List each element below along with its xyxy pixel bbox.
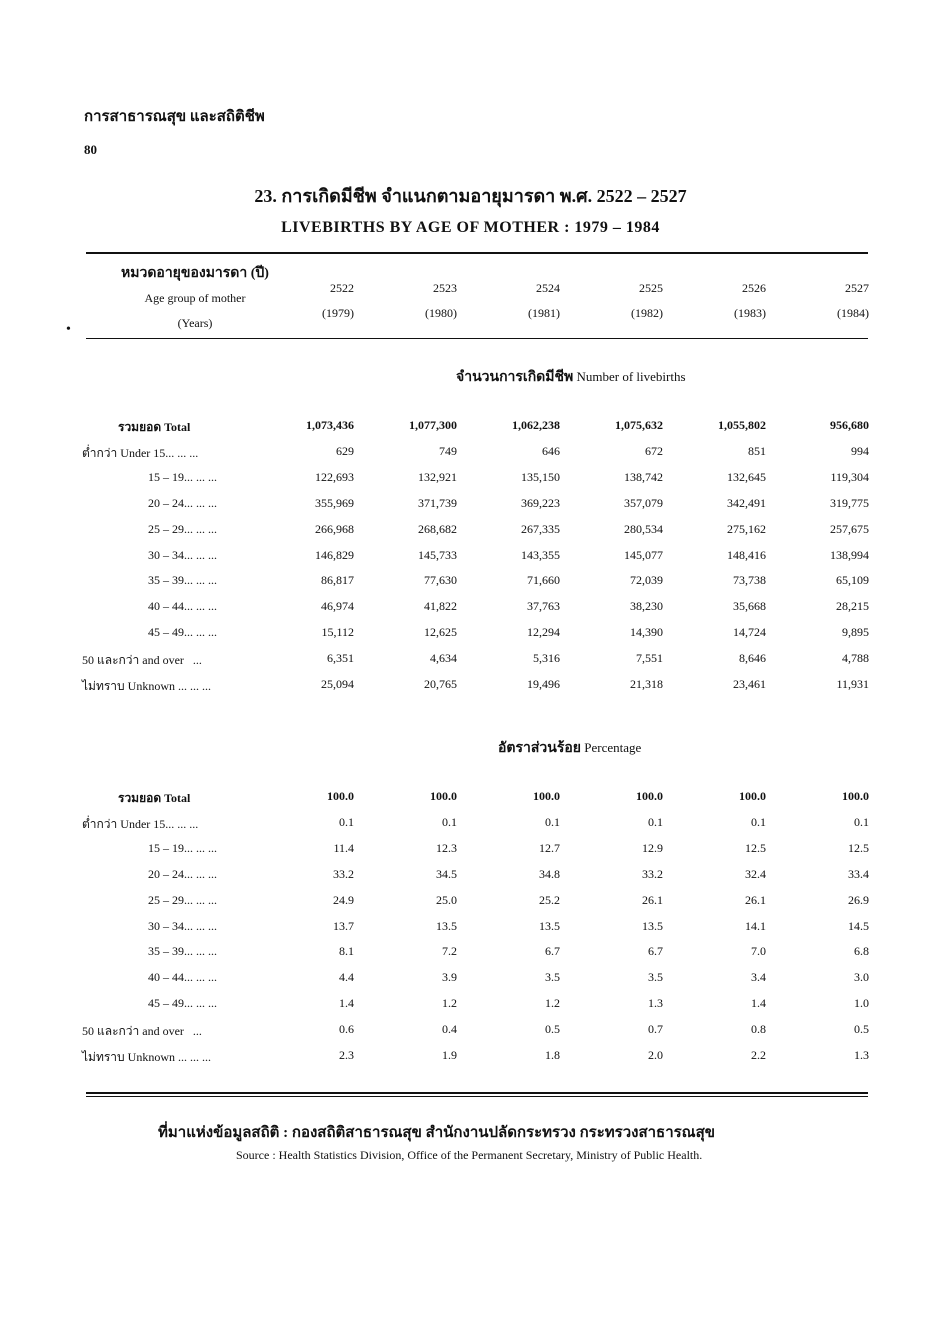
table-cell: 3.5 [545,970,560,985]
table-cell: 145,077 [624,547,663,562]
table-bottom-rule-thin [86,1096,868,1097]
table-cell: 2.2 [751,1048,766,1062]
row-label: 50 และกว่า and over ... [82,653,202,668]
row-label: 20 – 24... ... ... [148,866,217,881]
year-be: 2524 [536,281,560,295]
table-cell: 3.9 [442,970,457,985]
table-cell: 143,355 [521,547,560,562]
table-cell: 132,921 [418,469,457,484]
year-be: 2522 [330,281,354,295]
row-label: 30 – 34... ... ... [148,547,217,562]
table-cell: 12.3 [436,840,457,855]
table-cell: 100.0 [533,789,560,803]
table-cell: 994 [851,443,869,458]
year-be: 2527 [845,281,869,295]
row-label: ไม่ทราบ Unknown ... ... ... [82,1050,211,1064]
row-label: 50 และกว่า and over ... [82,1024,202,1039]
table-cell: 132,645 [727,469,766,484]
row-label: 40 – 44... ... ... [148,970,217,985]
row-label: 30 – 34... ... ... [148,918,217,933]
table-cell: 145,733 [418,547,457,562]
table-cell: 0.1 [442,814,457,829]
table-cell: 1.2 [442,996,457,1011]
table-cell: 12,294 [527,625,560,640]
table-cell: 138,742 [624,469,663,484]
table-cell: 34.5 [436,866,457,881]
row-label: 35 – 39... ... ... [148,573,217,588]
year-ce: (1984) [837,306,869,320]
table-cell: 1,055,802 [718,418,766,432]
table-cell: 1.3 [648,996,663,1011]
table-cell: 73,738 [733,573,766,588]
table-title-english: LIVEBIRTHS BY AGE OF MOTHER : 1979 – 1984 [281,219,660,236]
table-cell: 2.3 [339,1048,354,1062]
table-cell: 86,817 [321,573,354,588]
table-cell: 25.2 [539,892,560,907]
table-cell: 41,822 [424,599,457,614]
table-cell: 26.1 [745,892,766,907]
source-note-thai: ที่มาแห่งข้อมูลสถิติ : กองสถิติสาธารณสุข สำนักงานปลัดกระทรวง กระทรวงสาธารณสุข [158,1125,716,1141]
table-cell: 33.2 [333,866,354,881]
table-cell: 13.7 [333,918,354,933]
table-cell: 13.5 [436,918,457,933]
table-cell: 342,491 [727,495,766,510]
table-cell: 100.0 [327,789,354,803]
year-header-0 [244,276,354,326]
year-header-5 [759,276,869,326]
year-header-4 [656,276,766,326]
table-cell: 1.4 [751,996,766,1011]
table-cell: 3.4 [751,970,766,985]
table-cell: 4,788 [842,651,869,666]
table-cell: 14.5 [848,918,869,933]
table-cell: 12.5 [848,840,869,855]
table-cell: 12.9 [642,840,663,855]
table-cell: 629 [336,443,354,458]
table-cell: 122,693 [315,469,354,484]
row-label: รวมยอด Total [118,791,191,805]
table-cell: 26.9 [848,892,869,907]
table-cell: 6.7 [648,944,663,959]
table-cell: 14,724 [733,625,766,640]
table-cell: 672 [645,443,663,458]
table-cell: 32.4 [745,866,766,881]
table-cell: 1.3 [854,1048,869,1062]
table-cell: 71,660 [527,573,560,588]
table-cell: 12.7 [539,840,560,855]
table-cell: 7.0 [751,944,766,959]
table-cell: 138,994 [830,547,869,562]
table-cell: 1.9 [442,1048,457,1062]
table-cell: 35,668 [733,599,766,614]
table-cell: 0.8 [751,1022,766,1037]
table-cell: 1.4 [339,996,354,1011]
year-ce: (1979) [322,306,354,320]
table-cell: 1.8 [545,1048,560,1062]
table-cell: 100.0 [430,789,457,803]
table-cell: 369,223 [521,495,560,510]
table-cell: 6.7 [545,944,560,959]
table-cell: 0.1 [751,814,766,829]
table-cell: 23,461 [733,677,766,691]
year-ce: (1981) [528,306,560,320]
row-label: 25 – 29... ... ... [148,892,217,907]
table-cell: 12,625 [424,625,457,640]
row-label: 15 – 19... ... ... [148,840,217,855]
section-heading-0 [456,366,686,388]
table-cell: 15,112 [321,625,354,640]
table-cell: 11,931 [836,677,869,691]
table-cell: 33.4 [848,866,869,881]
table-cell: 148,416 [727,547,766,562]
row-label: 45 – 49... ... ... [148,996,217,1011]
row-label: รวมยอด Total [118,420,191,434]
table-cell: 13.5 [642,918,663,933]
table-cell: 1,077,300 [409,418,457,432]
table-cell: 33.2 [642,866,663,881]
table-cell: 25.0 [436,892,457,907]
row-label: 20 – 24... ... ... [148,495,217,510]
table-cell: 0.1 [854,814,869,829]
table-cell: 0.7 [648,1022,663,1037]
table-cell: 0.6 [339,1022,354,1037]
table-cell: 9,895 [842,625,869,640]
table-cell: 28,215 [836,599,869,614]
table-cell: 14.1 [745,918,766,933]
section-heading-english: Percentage [584,740,642,755]
table-cell: 275,162 [727,521,766,536]
table-cell: 7.2 [442,944,457,959]
header-bottom-rule [86,338,868,339]
table-cell: 100.0 [636,789,663,803]
table-cell: 34.8 [539,866,560,881]
section-heading-1 [498,737,641,759]
section-heading-english: Number of livebirths [576,369,686,384]
year-ce: (1982) [631,306,663,320]
table-cell: 646 [542,443,560,458]
table-cell: 65,109 [836,573,869,588]
table-cell: 266,968 [315,521,354,536]
year-ce: (1980) [425,306,457,320]
year-be: 2523 [433,281,457,295]
table-cell: 19,496 [527,677,560,691]
stub-header-english: Age group of mother [144,291,246,305]
row-label: ต่ำกว่า Under 15... ... ... [82,445,199,460]
table-cell: 119,304 [830,469,869,484]
table-cell: 0.4 [442,1022,457,1037]
table-cell: 72,039 [630,573,663,588]
year-header-2 [450,276,560,326]
row-label: 40 – 44... ... ... [148,599,217,614]
table-cell: 11.4 [333,840,354,855]
row-label: ไม่ทราบ Unknown ... ... ... [82,679,211,693]
table-cell: 5,316 [533,651,560,666]
table-cell: 38,230 [630,599,663,614]
table-cell: 7,551 [636,651,663,666]
row-label: 25 – 29... ... ... [148,521,217,536]
table-cell: 0.5 [545,1022,560,1037]
table-cell: 77,630 [424,573,457,588]
table-cell: 0.1 [648,814,663,829]
table-cell: 267,335 [521,521,560,536]
table-top-rule [86,252,868,254]
section-heading-thai: จำนวนการเกิดมีชีพ [456,370,574,385]
table-cell: 1,062,238 [512,418,560,432]
table-cell: 146,829 [315,547,354,562]
row-label: 35 – 39... ... ... [148,944,217,959]
table-cell: 3.5 [648,970,663,985]
table-cell: 357,079 [624,495,663,510]
table-cell: 135,150 [521,469,560,484]
table-cell: 26.1 [642,892,663,907]
table-cell: 12.5 [745,840,766,855]
table-cell: 1.2 [545,996,560,1011]
table-cell: 100.0 [739,789,766,803]
table-cell: 3.0 [854,970,869,985]
table-cell: 0.1 [545,814,560,829]
year-ce: (1983) [734,306,766,320]
table-cell: 14,390 [630,625,663,640]
table-cell: 268,682 [418,521,457,536]
table-cell: 2.0 [648,1048,663,1062]
table-cell: 280,534 [624,521,663,536]
year-header-3 [553,276,663,326]
table-cell: 0.5 [854,1022,869,1037]
year-be: 2526 [742,281,766,295]
table-cell: 1.0 [854,996,869,1011]
page-number: 80 [84,142,97,157]
table-bottom-rule [86,1092,868,1094]
table-cell: 0.1 [339,814,354,829]
table-cell: 956,680 [830,418,869,432]
running-header: การสาธารณสุข และสถิติชีพ [84,109,265,125]
row-label: 45 – 49... ... ... [148,625,217,640]
table-cell: 371,739 [418,495,457,510]
table-cell: 8.1 [339,944,354,959]
table-cell: 37,763 [527,599,560,614]
table-cell: 25,094 [321,677,354,691]
stub-header-thai: หมวดอายุของมารดา (ปี) [121,266,269,281]
stub-header-unit: (Years) [177,316,213,330]
row-label: ต่ำกว่า Under 15... ... ... [82,816,199,831]
stray-mark: • [66,322,71,337]
table-cell: 24.9 [333,892,354,907]
table-cell: 257,675 [830,521,869,536]
year-header-1 [347,276,457,326]
table-cell: 100.0 [842,789,869,803]
table-cell: 851 [748,443,766,458]
table-cell: 13.5 [539,918,560,933]
table-cell: 355,969 [315,495,354,510]
year-be: 2525 [639,281,663,295]
table-cell: 6,351 [327,651,354,666]
table-cell: 6.8 [854,944,869,959]
section-heading-thai: อัตราส่วนร้อย [498,741,581,756]
table-cell: 20,765 [424,677,457,691]
table-cell: 319,775 [830,495,869,510]
table-cell: 749 [439,443,457,458]
table-cell: 21,318 [630,677,663,691]
row-label: 15 – 19... ... ... [148,469,217,484]
table-title-thai: 23. การเกิดมีชีพ จำแนกตามอายุมารดา พ.ศ. 2522 – 2527 [254,186,687,206]
table-cell: 4,634 [430,651,457,666]
source-note-english: Source : Health Statistics Division, Office of the Permanent Secretary, Ministry of Public Health. [236,1148,703,1162]
table-cell: 1,073,436 [306,418,354,432]
table-cell: 4.4 [339,970,354,985]
table-cell: 1,075,632 [615,418,663,432]
table-cell: 46,974 [321,599,354,614]
table-cell: 8,646 [739,651,766,666]
